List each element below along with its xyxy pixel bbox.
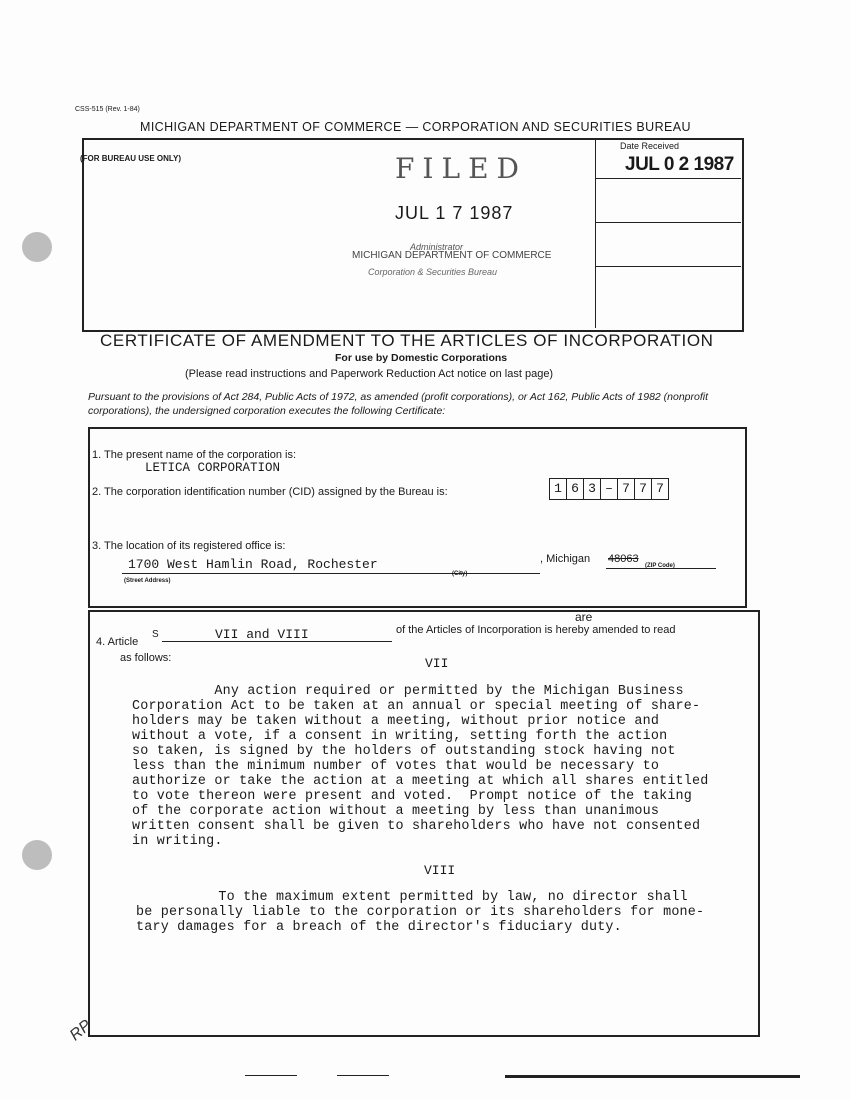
stamp-bureau: Corporation & Securities Bureau bbox=[368, 267, 498, 277]
article-line: written consent shall be given to shareholders who have not consented bbox=[132, 819, 701, 834]
address-underline bbox=[122, 573, 540, 574]
street-label: (Street Address) bbox=[124, 578, 171, 584]
cid-digit: 7 bbox=[618, 479, 635, 499]
item4-suffix: of the Articles of Incorporation is hereby amended to read bbox=[396, 624, 676, 636]
margin-initials: RP bbox=[66, 1016, 95, 1045]
zip-code: 48063 bbox=[608, 553, 639, 565]
punch-hole bbox=[22, 840, 52, 870]
zip-label: (ZIP Code) bbox=[645, 563, 675, 569]
item1-label: 1. The present name of the corporation is: bbox=[92, 449, 297, 461]
article-line: authorize or take the action at a meeting at which all shares entitled bbox=[132, 774, 709, 789]
instructions-note: (Please read instructions and Paperwork Reduction Act notice on last page) bbox=[185, 368, 554, 380]
document-subtitle: For use by Domestic Corporations bbox=[335, 352, 508, 364]
form-number: CSS-515 (Rev. 1-84) bbox=[75, 106, 140, 113]
plural-s-insert: S bbox=[152, 629, 159, 640]
date-received-label: Date Received bbox=[620, 141, 680, 151]
cid-digit: 1 bbox=[550, 479, 567, 499]
cid-box bbox=[549, 478, 669, 500]
street-address: 1700 West Hamlin Road, Rochester bbox=[128, 557, 378, 572]
item2-label: 2. The corporation identification number (CID) assigned by the Bureau is: bbox=[92, 486, 448, 498]
article7-text bbox=[132, 684, 747, 849]
date-received-stamp: JUL 0 2 1987 bbox=[625, 154, 734, 175]
article-line: without a vote, if a consent in writing, setting forth the action bbox=[132, 729, 668, 744]
bottom-rule bbox=[337, 1075, 389, 1076]
as-follows-label: as follows: bbox=[120, 652, 172, 664]
article-line: To the maximum extent permitted by law, no director shall bbox=[136, 890, 688, 905]
corporation-name: LETICA CORPORATION bbox=[145, 461, 281, 475]
stamp-department: MICHIGAN DEPARTMENT OF COMMERCE bbox=[352, 250, 552, 261]
header-title: MICHIGAN DEPARTMENT OF COMMERCE — CORPORATION AND SECURITIES BUREAU bbox=[140, 120, 691, 134]
pursuant-statement: Pursuant to the provisions of Act 284, Public Acts of 1972, as amended (profit corporations), or Act 162, Public Acts of 1982 (nonprofit corporations), the undersigned corporation executes the following Certificate: bbox=[88, 391, 709, 417]
filed-stamp: FILED bbox=[395, 152, 527, 185]
bottom-rule bbox=[505, 1075, 800, 1078]
item3-label: 3. The location of its registered office is: bbox=[92, 540, 286, 552]
cid-digit: 3 bbox=[584, 479, 601, 499]
article-line: tary damages for a breach of the director's fiduciary duty. bbox=[136, 920, 622, 935]
item4-prefix: 4. Article bbox=[96, 636, 139, 648]
article-line: Any action required or permitted by the Michigan Business bbox=[132, 684, 684, 699]
cid-digit: 7 bbox=[656, 481, 664, 496]
stamp-administrator: Administrator bbox=[410, 242, 464, 252]
article-line: to vote thereon were present and voted. Prompt notice of the taking bbox=[132, 789, 693, 804]
article-line: of the corporate action without a meeting by less than unanimous bbox=[132, 804, 660, 819]
punch-hole bbox=[22, 232, 52, 262]
article-line: holders may be taken without a meeting, without prior notice and bbox=[132, 714, 660, 729]
article-line: less than the minimum number of votes that would be necessary to bbox=[132, 759, 660, 774]
article-line: in writing. bbox=[132, 834, 223, 849]
state-label: , Michigan bbox=[540, 553, 591, 565]
cid-digit: 7 bbox=[635, 479, 652, 499]
document-title: CERTIFICATE OF AMENDMENT TO THE ARTICLES OF INCORPORATION bbox=[100, 331, 714, 350]
cid-digit: 6 bbox=[567, 479, 584, 499]
bureau-use-label: (FOR BUREAU USE ONLY) bbox=[80, 154, 182, 163]
article8-heading: VIII bbox=[424, 863, 456, 878]
article-line: so taken, is signed by the holders of outstanding stock having not bbox=[132, 744, 676, 759]
article-line: be personally liable to the corporation or its shareholders for mone- bbox=[136, 905, 705, 920]
bottom-rule bbox=[245, 1075, 297, 1076]
amended-articles: VII and VIII bbox=[215, 627, 309, 642]
articles-underline bbox=[162, 641, 392, 642]
article8-text bbox=[136, 890, 746, 935]
cid-digit: – bbox=[601, 479, 618, 499]
article7-heading: VII bbox=[425, 656, 449, 671]
article-line: Corporation Act to be taken at an annual or special meeting of share- bbox=[132, 699, 701, 714]
filed-date: JUL 1 7 1987 bbox=[395, 203, 514, 223]
are-insert: are bbox=[575, 610, 593, 624]
city-label: (City) bbox=[452, 571, 468, 577]
